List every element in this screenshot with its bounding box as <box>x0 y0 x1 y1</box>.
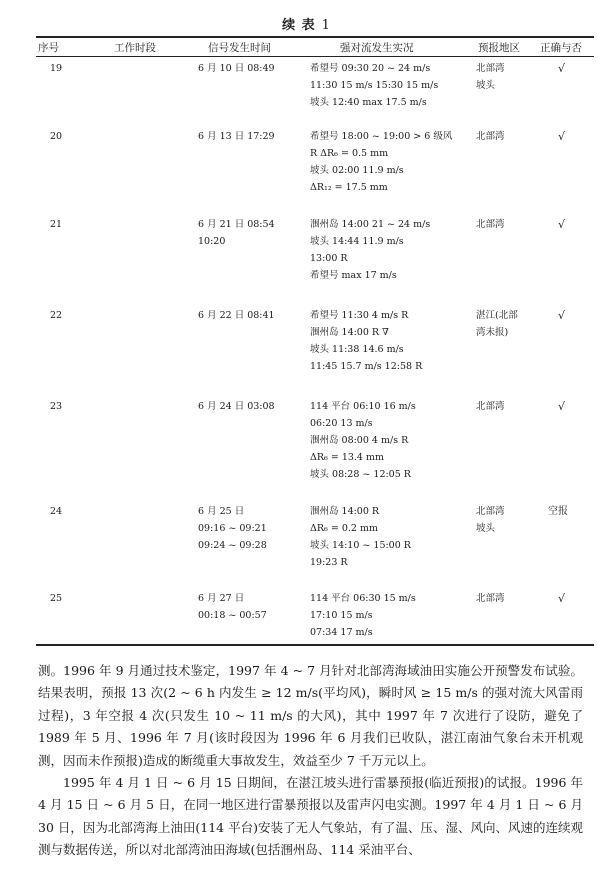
area-cell <box>476 307 518 341</box>
signal-time-line: 6 月 25 日 <box>198 506 245 517</box>
table-bottom-rule <box>36 644 594 646</box>
signal-time-cell <box>198 398 275 415</box>
event-line: 希望号 09:30 20 ~ 24 m/s <box>310 63 431 74</box>
header-event: 强对流发生实况 <box>340 42 414 54</box>
event-line: 坡头 02:00 11.9 m/s <box>310 165 404 176</box>
signal-time-line: 09:24 ~ 09:28 <box>198 540 267 551</box>
row-number: 24 <box>50 506 63 517</box>
event-line: 114 平台 06:10 16 m/s <box>310 401 416 412</box>
table-top-rule <box>36 36 594 38</box>
row-number: 22 <box>50 310 63 321</box>
area-line: 湛江(北部 <box>476 310 518 321</box>
result-mark: √ <box>558 62 566 75</box>
table-caption-title: 续 表 <box>282 18 316 33</box>
signal-time-line: 6 月 24 日 03:08 <box>198 401 275 412</box>
signal-time-cell <box>198 503 267 554</box>
event-line: 坡头 11:38 14.6 m/s <box>310 344 404 355</box>
result-mark: √ <box>558 400 566 413</box>
event-line: 希望号 max 17 m/s <box>310 270 397 281</box>
row-number: 25 <box>50 593 63 604</box>
event-line: ΔR₆ = 0.2 mm <box>310 523 378 534</box>
signal-time-line: 00:18 ~ 00:57 <box>198 610 267 621</box>
event-line: 坡头 12:40 max 17.5 m/s <box>310 97 427 108</box>
row-number: 21 <box>50 219 63 230</box>
signal-time-line: 6 月 21 日 08:54 <box>198 219 275 230</box>
area-cell <box>476 590 505 607</box>
row-number: 23 <box>50 401 63 412</box>
signal-time-cell <box>198 590 267 624</box>
result-mark: √ <box>558 309 566 322</box>
signal-time-cell <box>198 216 275 250</box>
event-cell <box>310 590 416 641</box>
signal-time-line: 10:20 <box>198 236 226 247</box>
event-line: 06:20 13 m/s <box>310 418 373 429</box>
event-cell <box>310 128 452 196</box>
header-signal-time: 信号发生时间 <box>208 42 271 54</box>
event-line: 114 平台 06:30 15 m/s <box>310 593 416 604</box>
event-line: R ΔR₆ = 0.5 mm <box>310 148 389 159</box>
header-no: 序号 <box>38 42 59 54</box>
area-line: 北部湾 <box>476 401 505 412</box>
event-line: 11:30 15 m/s 15:30 15 m/s <box>310 80 439 91</box>
signal-time-line: 6 月 13 日 17:29 <box>198 131 275 142</box>
header-result: 正确与否 <box>540 42 582 54</box>
area-line: 北部湾 <box>476 63 505 74</box>
header-work-period: 工作时段 <box>114 42 156 54</box>
event-line: 坡头 14:10 ~ 15:00 R <box>310 540 411 551</box>
row-number: 20 <box>50 131 63 142</box>
result-mark: √ <box>558 592 566 605</box>
signal-time-line: 6 月 22 日 08:41 <box>198 310 275 321</box>
body-paragraph: 1995 年 4 月 1 日 ~ 6 月 15 日期间，在湛江坡头进行雷暴预报(临近预报)的试报。1996 年 4 月 15 日 ~ 6 月 5 日，在同一地区进行雷暴预报以及雷声闪电实测。1997 年 4 月 1 日 ~ 6 月 30 日，因为北部湾海上油田(114 平台)安装了无人气象站，有了温、压、湿、风向、风速的连续观测与数据传送，所以对北部湾油田海域(包括涠州岛、114 采油平台、 <box>38 775 583 858</box>
row-number: 19 <box>50 63 63 74</box>
event-cell <box>310 60 438 111</box>
event-line: 坡头 08:28 ~ 12:05 R <box>310 469 411 480</box>
result-mark: √ <box>558 130 566 143</box>
event-line: 11:45 15.7 m/s 12:58 R <box>310 361 423 372</box>
table-caption <box>0 14 613 33</box>
event-line: 17:10 15 m/s <box>310 610 373 621</box>
event-line: 涠州岛 14:00 21 ~ 24 m/s <box>310 219 431 230</box>
signal-time-cell <box>198 128 275 145</box>
area-line: 北部湾 <box>476 219 505 230</box>
header-area: 预报地区 <box>478 42 520 54</box>
result-mark: 空报 <box>548 506 568 517</box>
event-line: 希望号 11:30 4 m/s R <box>310 310 409 321</box>
table-caption-number: 1 <box>321 18 331 33</box>
area-line: 北部湾 <box>476 131 505 142</box>
signal-time-cell <box>198 60 275 77</box>
area-line: 坡头 <box>476 523 496 534</box>
event-line: 07:34 17 m/s <box>310 627 373 638</box>
event-cell <box>310 307 422 375</box>
signal-time-line: 6 月 27 日 <box>198 593 245 604</box>
event-line: ΔR₁₂ = 17.5 mm <box>310 182 388 193</box>
event-line: 涠州岛 14:00 R <box>310 506 380 517</box>
area-line: 北部湾 <box>476 506 505 517</box>
body-text <box>38 660 583 862</box>
signal-time-line: 09:16 ~ 09:21 <box>198 523 267 534</box>
event-line: 涠州岛 08:00 4 m/s R <box>310 435 409 446</box>
area-cell <box>476 60 505 94</box>
area-cell <box>476 216 505 233</box>
event-cell <box>310 216 430 284</box>
event-cell <box>310 398 416 483</box>
body-paragraph: 测。1996 年 9 月通过技术鉴定，1997 年 4 ~ 7 月针对北部湾海域油田实施公开预警发布试验。结果表明，预报 13 次(2 ~ 6 h 内发生 ≥ 12 m/s(平均风)，瞬时风 ≥ 15 m/s 的强对流大风雷雨过程)，3 年空报 4 次(只发生 10 ~ 11 m/s 的大风)，其中 1997 年 7 次进行了设防，避免了 1989 年 5 月、1996 年 7 月(该时段因为 1996 年 6 月我们已收队，湛江南油气象台未开机观测，因而未作预报)造成的断缆重大事故发生，效益至少 7 千万元以上。 <box>38 663 583 768</box>
area-line: 北部湾 <box>476 593 505 604</box>
area-line: 坡头 <box>476 80 496 91</box>
area-cell <box>476 398 505 415</box>
result-mark: √ <box>558 218 566 231</box>
event-cell <box>310 503 411 571</box>
area-cell <box>476 503 505 537</box>
event-line: ΔR₆ = 13.4 mm <box>310 452 385 463</box>
area-cell <box>476 128 505 145</box>
event-line: 希望号 18:00 ~ 19:00 > 6 级风 <box>310 131 453 142</box>
event-line: 13:00 R <box>310 253 348 264</box>
area-line: 湾未报) <box>476 327 509 338</box>
signal-time-cell <box>198 307 275 324</box>
event-line: 涠州岛 14:00 R ∇ <box>310 327 389 338</box>
event-line: 坡头 14:44 11.9 m/s <box>310 236 404 247</box>
signal-time-line: 6 月 10 日 08:49 <box>198 63 275 74</box>
event-line: 19:23 R <box>310 557 348 568</box>
table-header-rule <box>36 56 594 57</box>
